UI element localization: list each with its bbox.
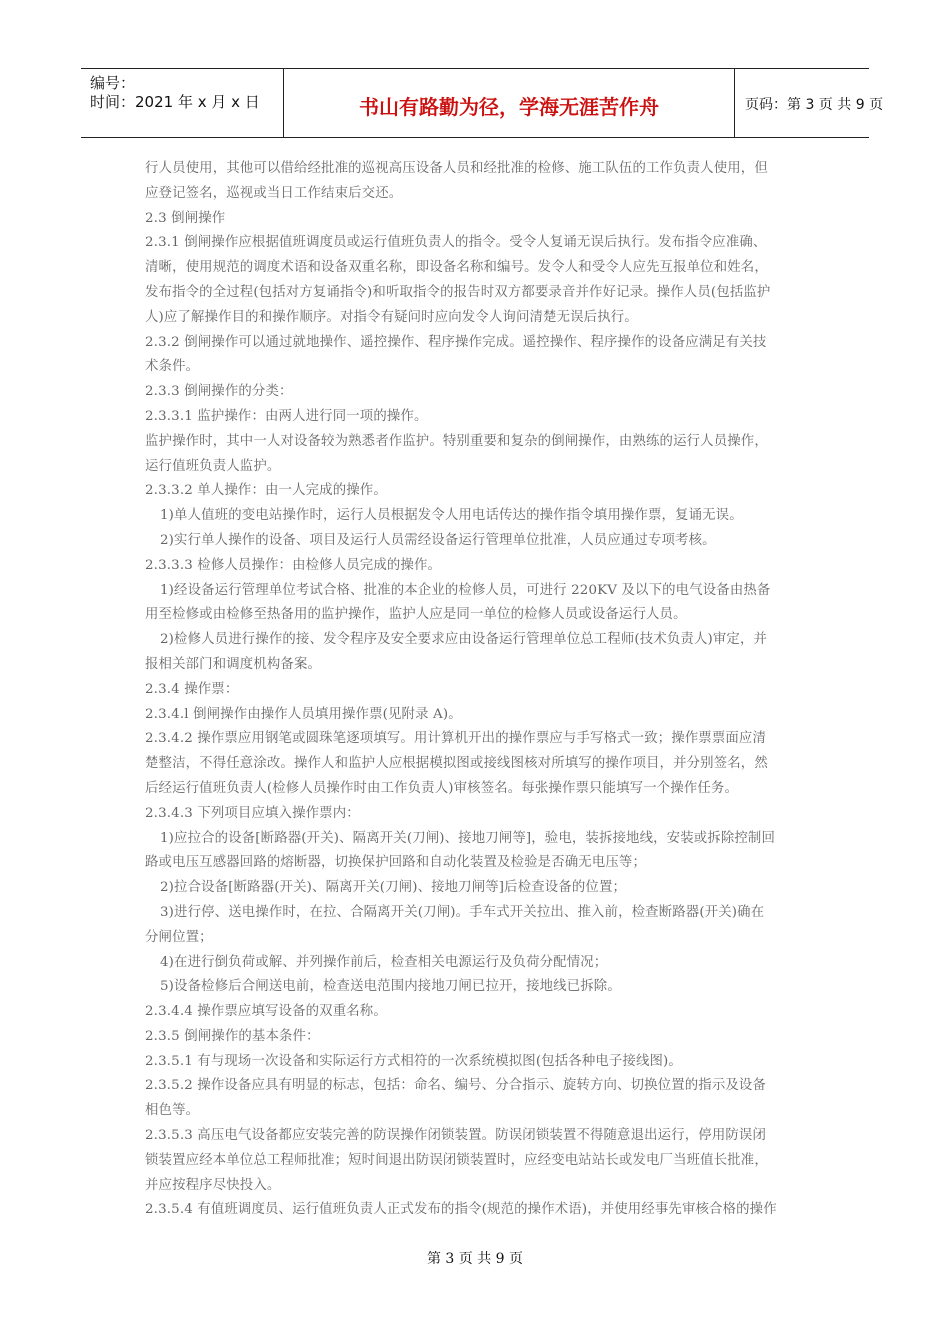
- body-line: 2.3.1 倒闸操作应根据值班调度员或运行值班负责人的指令。受令人复诵无误后执行。发布指令应准确、: [145, 235, 767, 251]
- body-line: 行人员使用，其他可以借给经批准的巡视高压设备人员和经批准的检修、施工队伍的工作负责人使用，但: [145, 161, 768, 176]
- page-footer: 第 3 页 共 9 页: [426, 1251, 524, 1267]
- list-item: 2)实行单人操作的设备、项目及运行人员需经设备运行管理单位批准，人员应通过专项考核。: [160, 532, 716, 548]
- body-line: 2.3.4.2 操作票应用钢笔或圆珠笔逐项填写。用计算机开出的操作票应与手写格式一致；操作票票面应清: [145, 731, 767, 747]
- list-item: 5)设备检修后合闸送电前，检查送电范围内接地刀闸已拉开，接地线已拆除。: [160, 979, 621, 995]
- list-item: 1)单人值班的变电站操作时，运行人员根据发令人用电话传达的操作指令填用操作票，复诵无误。: [160, 508, 743, 524]
- body-line: 2.3.3.1 监护操作：由两人进行同一项的操作。: [145, 408, 428, 424]
- body-line: 监护操作时，其中一人对设备较为熟悉者作监护。特别重要和复杂的倒闸操作，由熟练的运行人员操作，: [145, 433, 768, 449]
- motto: 书山有路勤为径，学海无涯苦作舟: [359, 95, 659, 119]
- body-line: 分闸位置；: [145, 929, 213, 945]
- body-line: 2.3.5.1 有与现场一次设备和实际运行方式相符的一次系统模拟图(包括各种电子接线图)。: [145, 1053, 682, 1069]
- body-line: 2.3.5.3 高压电气设备都应安装完善的防误操作闭锁装置。防误闭锁装置不得随意退出运行，停用防误闭: [145, 1128, 767, 1144]
- body-line: 术条件。: [145, 359, 200, 375]
- section-heading: 2.3.3 倒闸操作的分类：: [145, 384, 293, 400]
- body-line: 运行值班负责人监护。: [145, 458, 281, 474]
- header-motto-cell: [284, 69, 735, 137]
- body-line: 2.3.3.2 单人操作：由一人完成的操作。: [145, 483, 387, 499]
- section-heading: 2.3 倒闸操作: [145, 210, 226, 226]
- list-item: 4)在进行倒负荷或解、并列操作前后，检查相关电源运行及负荷分配情况；: [160, 954, 608, 970]
- body-line: 路或电压互感器回路的熔断器，切换保护回路和自动化装置及检验是否确无电压等；: [145, 855, 647, 871]
- body-line: 人)应了解操作目的和操作顺序。对指令有疑问时应向发令人询问清楚无误后执行。: [145, 309, 638, 325]
- section-heading: 2.3.5 倒闸操作的基本条件：: [145, 1028, 320, 1044]
- body-line: 用至检修或由检修至热备用的监护操作，监护人应是同一单位的检修人员或设备运行人员。: [145, 607, 687, 623]
- header-meta-cell: [81, 69, 284, 137]
- body-line: 2.3.4.4 操作票应填写设备的双重名称。: [145, 1004, 387, 1020]
- list-item: 3)进行停、送电操作时，在拉、合隔离开关(刀闸)。手车式开关拉出、推入前，检查断路器(开关)确在: [160, 904, 765, 920]
- body-line: 报相关部门和调度机构备案。: [145, 656, 322, 672]
- body-line: 应登记签名，巡视或当日工作结束后交还。: [145, 185, 403, 201]
- list-item: 2)检修人员进行操作的接、发令程序及安全要求应由设备运行管理单位总工程师(技术负责人)审定，并: [160, 632, 768, 648]
- section-heading: 2.3.4 操作票：: [145, 681, 239, 697]
- body-line: 锁装置应经本单位总工程师批准；短时间退出防误闭锁装置时，应经变电站站长或发电厂当班值长批准，: [145, 1152, 768, 1168]
- body-line: 并应按程序尽快投入。: [145, 1177, 281, 1193]
- body-line: 2.3.3.3 检修人员操作：由检修人员完成的操作。: [145, 557, 442, 573]
- document-body: [145, 157, 810, 1223]
- list-item: 1)应拉合的设备[断路器(开关)、隔离开关(刀闸)、接地刀闸等]，验电，装拆接地线，安装或拆除控制回: [160, 830, 775, 846]
- list-item: 1)经设备运行管理单位考试合格、批准的本企业的检修人员，可进行 220KV 及以下的电气设备由热备: [160, 582, 771, 598]
- body-line: 2.3.4.l 倒闸操作由操作人员填用操作票(见附录 A)。: [145, 706, 462, 722]
- page-code: 页码：第 3 页 共 9 页: [745, 97, 884, 113]
- body-line: 后经运行值班负责人(检修人员操作时由工作负责人)审核签名。每张操作票只能填写一个操作任务。: [145, 780, 738, 796]
- body-line: 2.3.2 倒闸操作可以通过就地操作、遥控操作、程序操作完成。遥控操作、程序操作的设备应满足有关技: [145, 334, 767, 350]
- body-line: 2.3.5.2 操作设备应具有明显的标志，包括：命名、编号、分合指示、旋转方向、切换位置的指示及设备: [145, 1078, 767, 1094]
- body-line: 2.3.4.3 下列项目应填入操作票内：: [145, 805, 360, 821]
- list-item: 2)拉合设备[断路器(开关)、隔离开关(刀闸)、接地刀闸等]后检查设备的位置；: [160, 880, 627, 896]
- body-line: 清晰，使用规范的调度术语和设备双重名称，即设备名称和编号。发令人和受令人应先互报单位和姓名，: [145, 260, 768, 276]
- header-page-cell: [735, 69, 884, 137]
- body-line: 发布指令的全过程(包括对方复诵指令)和听取指令的报告时双方都要录音并作好记录。操作人员(包括监护: [145, 284, 771, 300]
- number-label: 编号：: [90, 74, 136, 92]
- page-header: [81, 68, 884, 138]
- body-line: 楚整洁，不得任意涂改。操作人和监护人应根据模拟图或接线图核对所填写的操作项目，并分别签名，然: [145, 756, 768, 772]
- body-line: 2.3.5.4 有值班调度员、运行值班负责人正式发布的指令(规范的操作术语)，并使用经事先审核合格的操作: [145, 1202, 777, 1218]
- date-label: 时间：2021 年 x 月 x 日: [90, 93, 260, 111]
- body-line: 相色等。: [145, 1103, 200, 1119]
